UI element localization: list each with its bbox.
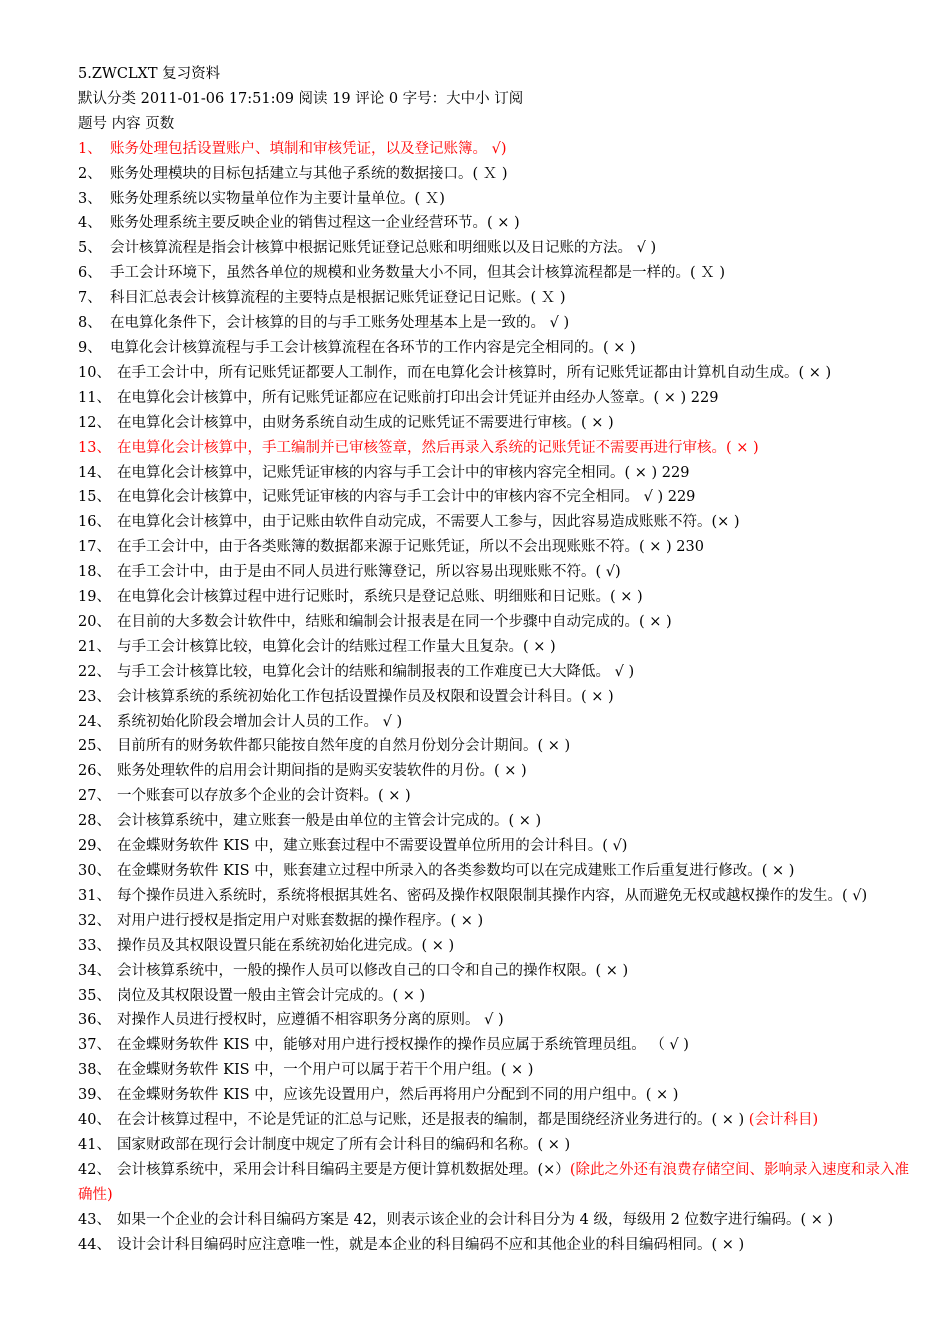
item-number: 23、 bbox=[78, 688, 111, 705]
list-item bbox=[78, 909, 920, 934]
list-item bbox=[78, 884, 920, 909]
list-item bbox=[78, 485, 920, 510]
item-text: 在手工会计中，由于是由不同人员进行账簿登记，所以容易出现账账不符。( √) bbox=[117, 564, 621, 581]
item-number: 39、 bbox=[78, 1087, 111, 1104]
item-note: (除此之外还有浪费存储空间、影响录入速度和录入准确性) bbox=[78, 1161, 909, 1203]
question-list bbox=[78, 137, 920, 1258]
item-number: 6、 bbox=[78, 265, 102, 282]
item-text: 在金蝶财务软件 KIS 中，一个用户可以属于若干个用户组。( × ) bbox=[117, 1062, 534, 1079]
item-number: 20、 bbox=[78, 613, 111, 630]
item-number: 9、 bbox=[78, 339, 102, 356]
list-item bbox=[78, 959, 920, 984]
item-text: 在电算化会计核算过程中进行记账时，系统只是登记总账、明细账和日记账。( × ) bbox=[117, 589, 643, 606]
item-text: 在电算化会计核算中，由财务系统自动生成的记账凭证不需要进行审核。( × ) bbox=[117, 414, 614, 431]
list-item bbox=[78, 1033, 920, 1058]
item-text: 在金蝶财务软件 KIS 中，建立账套过程中不需要设置单位所用的会计科目。( √) bbox=[117, 838, 628, 855]
list-item bbox=[78, 984, 920, 1009]
item-text: 在金蝶财务软件 KIS 中，应该先设置用户，然后再将用户分配到不同的用户组中。( × ) bbox=[117, 1087, 679, 1104]
item-number: 26、 bbox=[78, 763, 111, 780]
item-number: 40、 bbox=[78, 1112, 111, 1129]
item-text: 对操作人员进行授权时，应遵循不相容职务分离的原则。 √ ) bbox=[117, 1012, 504, 1029]
item-text: 会计核算系统中，采用会计科目编码主要是方便计算机数据处理。(×） bbox=[117, 1161, 570, 1178]
item-number: 35、 bbox=[78, 987, 111, 1004]
item-text: 国家财政部在现行会计制度中规定了所有会计科目的编码和名称。( × ) bbox=[117, 1136, 571, 1153]
list-item bbox=[78, 411, 920, 436]
item-note: (会计科目) bbox=[748, 1112, 819, 1129]
list-item bbox=[78, 635, 920, 660]
item-text: 在电算化会计核算中，所有记账凭证都应在记账前打印出会计凭证并由经办人签章。( × ) 229 bbox=[117, 389, 719, 406]
list-item bbox=[78, 1058, 920, 1083]
list-item bbox=[78, 585, 920, 610]
item-text: 每个操作员进入系统时，系统将根据其姓名、密码及操作权限限制其操作内容，从而避免无权或越权操作的发生。( √) bbox=[117, 887, 868, 904]
list-item bbox=[78, 510, 920, 535]
item-number: 30、 bbox=[78, 863, 111, 879]
item-text: 与手工会计核算比较，电算化会计的结账和编制报表的工作难度已大大降低。 √ ) bbox=[117, 663, 635, 680]
list-item bbox=[78, 710, 920, 735]
item-number: 3、 bbox=[78, 190, 102, 207]
list-item bbox=[78, 436, 920, 461]
item-text: 在金蝶财务软件 KIS 中，能够对用户进行授权操作的操作员应属于系统管理员组。 （ √ ) bbox=[117, 1037, 689, 1054]
list-item bbox=[78, 286, 920, 311]
list-item bbox=[78, 759, 920, 784]
item-number: 1、 bbox=[78, 140, 102, 157]
list-item bbox=[78, 660, 920, 685]
item-text: 目前所有的财务软件都只能按自然年度的自然月份划分会计期间。( × ) bbox=[117, 738, 571, 755]
item-number: 43、 bbox=[78, 1211, 111, 1228]
item-number: 22、 bbox=[78, 663, 111, 680]
item-number: 41、 bbox=[78, 1136, 111, 1153]
item-number: 37、 bbox=[78, 1037, 111, 1054]
item-text: 对用户进行授权是指定用户对账套数据的操作程序。( × ) bbox=[117, 912, 484, 929]
item-text: 设计会计科目编码时应注意唯一性，就是本企业的科目编码不应和其他企业的科目编码相同。( × ) bbox=[117, 1236, 745, 1253]
item-text: 在目前的大多数会计软件中，结账和编制会计报表是在同一个步骤中自动完成的。( × ) bbox=[117, 613, 672, 630]
item-number: 42、 bbox=[78, 1161, 111, 1178]
list-item bbox=[78, 535, 920, 560]
list-item bbox=[78, 261, 920, 286]
list-item bbox=[78, 311, 920, 336]
item-text: 在电算化条件下，会计核算的目的与手工账务处理基本上是一致的。 √ ) bbox=[110, 315, 570, 332]
list-item bbox=[78, 809, 920, 834]
item-text: 账务处理系统以实物量单位作为主要计量单位。( Ｘ) bbox=[110, 190, 445, 207]
list-item bbox=[78, 610, 920, 635]
list-item bbox=[78, 1083, 920, 1108]
item-text: 会计核算系统的系统初始化工作包括设置操作员及权限和设置会计科目。( × ) bbox=[117, 688, 614, 705]
item-number: 33、 bbox=[78, 937, 111, 954]
item-number: 5、 bbox=[78, 240, 102, 257]
list-item bbox=[78, 834, 920, 859]
item-text: 会计核算系统中，一般的操作人员可以修改自己的口令和自己的操作权限。( × ) bbox=[117, 962, 629, 979]
item-number: 8、 bbox=[78, 315, 102, 332]
list-item bbox=[78, 386, 920, 411]
list-item bbox=[78, 361, 920, 386]
list-item bbox=[78, 685, 920, 710]
list-item bbox=[78, 211, 920, 236]
item-text: 与手工会计核算比较，电算化会计的结账过程工作量大且复杂。( × ) bbox=[117, 638, 556, 655]
item-number: 29、 bbox=[78, 838, 111, 855]
list-item bbox=[78, 336, 920, 361]
item-number: 25、 bbox=[78, 738, 111, 755]
item-text: 在电算化会计核算中，记账凭证审核的内容与手工会计中的审核内容完全相同。( × ) 229 bbox=[117, 464, 690, 481]
item-text: 账务处理软件的启用会计期间指的是购买安装软件的月份。( × ) bbox=[117, 763, 527, 780]
list-item bbox=[78, 1108, 920, 1133]
item-number: 15、 bbox=[78, 489, 111, 506]
item-text: 岗位及其权限设置一般由主管会计完成的。( × ) bbox=[117, 987, 426, 1004]
item-text: 如果一个企业的会计科目编码方案是 42，则表示该企业的会计科目分为 4 级，每级用 2 位数字进行编码。( × ) bbox=[117, 1211, 834, 1228]
item-text: 在电算化会计核算中，记账凭证审核的内容与手工会计中的审核内容不完全相同。 √ ) 229 bbox=[117, 489, 696, 506]
list-item bbox=[78, 236, 920, 261]
item-text: 在电算化会计核算中，由于记账由软件自动完成，不需要人工参与，因此容易造成账账不符。(× ) bbox=[117, 514, 740, 531]
list-item bbox=[78, 734, 920, 759]
item-number: 44、 bbox=[78, 1236, 111, 1253]
list-item bbox=[78, 137, 920, 162]
item-number: 27、 bbox=[78, 788, 111, 805]
item-text: 电算化会计核算流程与手工会计核算流程在各环节的工作内容是完全相同的。( × ) bbox=[110, 339, 636, 356]
list-item bbox=[78, 784, 920, 809]
doc-title: 5.ZWCLXT 复习资料 bbox=[78, 66, 221, 82]
item-number: 24、 bbox=[78, 713, 111, 730]
item-text: 在手工会计中，由于各类账簿的数据都来源于记账凭证，所以不会出现账账不符。( × ) 230 bbox=[117, 539, 704, 556]
list-item bbox=[78, 1208, 920, 1233]
list-item bbox=[78, 934, 920, 959]
doc-header: 题号 内容 页数 bbox=[78, 115, 175, 132]
item-text: 会计核算流程是指会计核算中根据记账凭证登记总账和明细账以及日记账的方法。 √ ) bbox=[110, 240, 657, 257]
item-number: 14、 bbox=[78, 464, 111, 481]
item-number: 34、 bbox=[78, 962, 111, 979]
item-number: 38、 bbox=[78, 1062, 111, 1079]
item-text: 系统初始化阶段会增加会计人员的工作。 √ ) bbox=[117, 713, 403, 730]
list-item bbox=[78, 461, 920, 486]
list-item bbox=[78, 1233, 920, 1258]
item-text: 操作员及其权限设置只能在系统初始化进完成。( × ) bbox=[117, 937, 455, 954]
item-number: 4、 bbox=[78, 215, 102, 232]
item-text: 在金蝶财务软件 KIS 中，账套建立过程中所录入的各类参数均可以在完成建账工作后重复进行修改。( × ) bbox=[117, 863, 795, 879]
list-item bbox=[78, 162, 920, 187]
item-text: 在电算化会计核算中，手工编制并已审核签章，然后再录入系统的记账凭证不需要再进行审核。( × ) bbox=[117, 439, 759, 456]
item-number: 11、 bbox=[78, 389, 111, 406]
item-text: 账务处理包括设置账户、填制和审核凭证，以及登记账簿。 √) bbox=[110, 140, 507, 157]
item-number: 19、 bbox=[78, 589, 111, 606]
item-text: 科目汇总表会计核算流程的主要特点是根据记账凭证登记日记账。( Ｘ ) bbox=[110, 290, 566, 307]
item-number: 7、 bbox=[78, 290, 102, 307]
list-item bbox=[78, 1158, 920, 1208]
item-number: 21、 bbox=[78, 638, 111, 655]
list-item bbox=[78, 560, 920, 585]
item-number: 31、 bbox=[78, 887, 111, 904]
item-number: 17、 bbox=[78, 539, 111, 556]
item-text: 在会计核算过程中，不论是凭证的汇总与记账，还是报表的编制，都是围绕经济业务进行的。( × ) bbox=[117, 1112, 749, 1129]
item-number: 16、 bbox=[78, 514, 111, 531]
item-text: 账务处理模块的目标包括建立与其他子系统的数据接口。( Ｘ ) bbox=[110, 165, 508, 182]
item-number: 2、 bbox=[78, 165, 102, 182]
item-text: 一个账套可以存放多个企业的会计资料。( × ) bbox=[117, 788, 411, 805]
list-item bbox=[78, 859, 920, 884]
item-text: 在手工会计中，所有记账凭证都要人工制作，而在电算化会计核算时，所有记账凭证都由计算机自动生成。( × ) bbox=[117, 364, 832, 381]
item-number: 18、 bbox=[78, 564, 111, 581]
list-item bbox=[78, 1133, 920, 1158]
item-number: 12、 bbox=[78, 414, 111, 431]
item-text: 账务处理系统主要反映企业的销售过程这一企业经营环节。( × ) bbox=[110, 215, 520, 232]
item-number: 28、 bbox=[78, 813, 111, 830]
item-text: 会计核算系统中，建立账套一般是由单位的主管会计完成的。( × ) bbox=[117, 813, 542, 830]
list-item bbox=[78, 187, 920, 212]
item-number: 36、 bbox=[78, 1012, 111, 1029]
item-text: 手工会计环境下，虽然各单位的规模和业务数量大小不同，但其会计核算流程都是一样的。( Ｘ ) bbox=[110, 265, 726, 282]
doc-meta: 默认分类 2011-01-06 17:51:09 阅读 19 评论 0 字号：大中小 订阅 bbox=[78, 90, 524, 107]
list-item bbox=[78, 1008, 920, 1033]
item-number: 13、 bbox=[78, 439, 111, 456]
item-number: 32、 bbox=[78, 912, 111, 929]
item-number: 10、 bbox=[78, 364, 111, 381]
